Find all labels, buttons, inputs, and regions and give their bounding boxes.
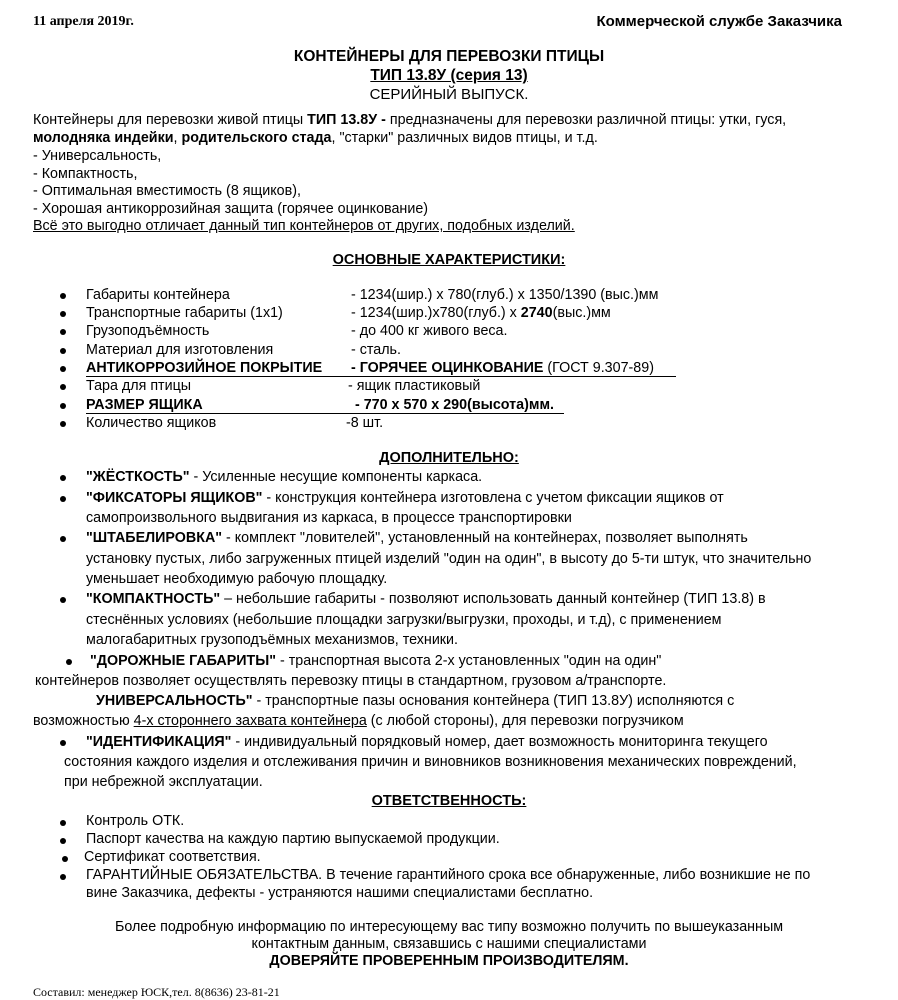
additional-road-cont: контейнеров позволяет осуществлять перевозку птицы в стандартном, грузовом а/транспорте.	[35, 673, 667, 689]
responsibility-heading: ОТВЕТСТВЕННОСТЬ:	[371, 793, 527, 809]
bullet	[60, 348, 66, 354]
bullet	[60, 820, 66, 826]
doc-series: СЕРИЙНЫЙ ВЫПУСК.	[369, 86, 529, 103]
spec-label: Количество ящиков	[86, 415, 217, 431]
additional-heading: ДОПОЛНИТЕЛЬНО:	[379, 450, 519, 466]
bullet	[60, 496, 66, 502]
doc-subtitle: ТИП 13.8У (серия 13)	[370, 67, 528, 84]
bullet	[60, 421, 66, 427]
bullet	[60, 740, 66, 746]
additional-compactness-cont: стеснённых условиях (небольшие площадки загрузки/выгрузки, проходы, и т.д), с применением	[86, 612, 722, 628]
bullet	[60, 475, 66, 481]
responsibility-item: Контроль ОТК.	[86, 813, 185, 829]
bullet	[60, 384, 66, 390]
intro-item: - Хорошая антикоррозийная защита (горячее оцинкование)	[33, 201, 429, 217]
spec-label: Материал для изготовления	[86, 342, 274, 358]
footer-slogan: ДОВЕРЯЙТЕ ПРОВЕРЕННЫМ ПРОИЗВОДИТЕЛЯМ.	[269, 953, 629, 969]
additional-identification-cont: при небрежной эксплуатации.	[64, 774, 263, 790]
additional-compactness: "КОМПАКТНОСТЬ" – небольшие габариты - позволяют использовать данный контейнер (ТИП 13.8) в	[86, 591, 766, 607]
responsibility-item: Сертификат соответствия.	[84, 849, 261, 865]
intro-item: - Оптимальная вместимость (8 ящиков),	[33, 183, 301, 199]
bullet	[60, 536, 66, 542]
spec-label: Грузоподъёмность	[86, 323, 210, 339]
bullet	[60, 874, 66, 880]
bullet	[60, 293, 66, 299]
guarantee-line-1: ГАРАНТИЙНЫЕ ОБЯЗАТЕЛЬСТВА. В течение гарантийного срока все обнаруженные, либо возникшие не по	[86, 867, 811, 883]
bullet	[60, 366, 66, 372]
bullet	[60, 311, 66, 317]
additional-identification-cont: состояния каждого изделия и отслеживания причин и виновников возникновения механических повреждений,	[64, 754, 797, 770]
spec-label: РАЗМЕР ЯЩИКА	[86, 397, 203, 413]
bullet	[60, 403, 66, 409]
spec-value: - ящик пластиковый	[348, 378, 481, 394]
intro-item: - Универсальность,	[33, 148, 162, 164]
responsibility-item: Паспорт качества на каждую партию выпускаемой продукции.	[86, 831, 500, 847]
doc-title: КОНТЕЙНЕРЫ ДЛЯ ПЕРЕВОЗКИ ПТИЦЫ	[293, 48, 605, 65]
additional-stacking-cont: уменьшает необходимую рабочую площадку.	[86, 571, 388, 587]
spec-label: Транспортные габариты (1х1)	[86, 305, 283, 321]
spec-label: АНТИКОРРОЗИЙНОЕ ПОКРЫТИЕ	[86, 360, 323, 376]
spec-value: - 1234(шир.)х780(глуб.) х 2740(выс.)мм	[351, 305, 611, 321]
bullet	[60, 597, 66, 603]
additional-universality: УНИВЕРСАЛЬНОСТЬ" - транспортные пазы основания контейнера (ТИП 13.8У) исполняются с	[96, 693, 735, 709]
footer-info-1: Более подробную информацию по интересующему вас типу возможно получить по вышеуказанным	[114, 919, 784, 935]
bullet	[60, 838, 66, 844]
additional-road: "ДОРОЖНЫЕ ГАБАРИТЫ" - транспортная высота 2-х установленных "один на один"	[90, 653, 662, 669]
spec-value: - сталь.	[351, 342, 401, 358]
intro-line-1: Контейнеры для перевозки живой птицы ТИП 13.8У - предназначены для перевозки различной птицы: утки, гуся,	[33, 112, 787, 128]
guarantee-line-2: вине Заказчика, дефекты - устраняются нашими специалистами бесплатно.	[86, 885, 594, 901]
additional-stacking: "ШТАБЕЛИРОВКА" - комплект "ловителей", установленный на контейнерах, позволяет выполнять	[86, 530, 748, 546]
specs-heading: ОСНОВНЫЕ ХАРАКТЕРИСТИКИ:	[332, 252, 566, 268]
spec-label: Тара для птицы	[86, 378, 192, 394]
date: 11 апреля 2019г.	[33, 14, 134, 29]
bullet	[66, 659, 72, 665]
additional-stacking-cont: установку пустых, либо загруженных птицей изделий "один на один", в высоту до 5-ти штук, что значительно	[86, 551, 812, 567]
spec-label: Габариты контейнера	[86, 287, 230, 303]
recipient: Коммерческой службе Заказчика	[596, 13, 842, 30]
bullet	[62, 856, 68, 862]
spec-value: - 770 х 570 х 290(высота)мм.	[355, 397, 555, 413]
intro-line-2: молодняка индейки, родительского стада, "старки" различных видов птицы, и т.д.	[33, 130, 598, 146]
intro-conclusion: Всё это выгодно отличает данный тип контейнеров от других, подобных изделий.	[33, 218, 575, 234]
spec-value: - 1234(шир.) х 780(глуб.) х 1350/1390 (выс.)мм	[351, 287, 659, 303]
intro-item: - Компактность,	[33, 166, 138, 182]
additional-universality-cont: возможностью 4-х стороннего захвата контейнера (с любой стороны), для перевозки погрузчиком	[33, 713, 684, 729]
additional-stiffness: "ЖЁСТКОСТЬ" - Усиленные несущие компоненты каркаса.	[86, 469, 483, 485]
additional-compactness-cont: малогабаритных грузоподъёмных механизмов, техники.	[86, 632, 459, 648]
additional-fixators: "ФИКСАТОРЫ ЯЩИКОВ" - конструкция контейнера изготовлена с учетом фиксации ящиков от	[86, 490, 724, 506]
composer-note: Составил: менеджер ЮСК,тел. 8(8636) 23-81-21	[33, 985, 280, 999]
spec-value: - до 400 кг живого веса.	[351, 323, 508, 339]
additional-identification: "ИДЕНТИФИКАЦИЯ" - индивидуальный порядковый номер, дает возможность мониторинга текущего	[86, 734, 768, 750]
bullet	[60, 329, 66, 335]
spec-value: -8 шт.	[346, 415, 384, 431]
additional-fixators-cont: самопроизвольного выдвигания из каркаса, в процессе транспортировки	[86, 510, 572, 526]
footer-info-2: контактным данным, связавшись с нашими специалистами	[251, 936, 647, 952]
spec-value: - ГОРЯЧЕЕ ОЦИНКОВАНИЕ (ГОСТ 9.307-89)	[351, 360, 654, 376]
